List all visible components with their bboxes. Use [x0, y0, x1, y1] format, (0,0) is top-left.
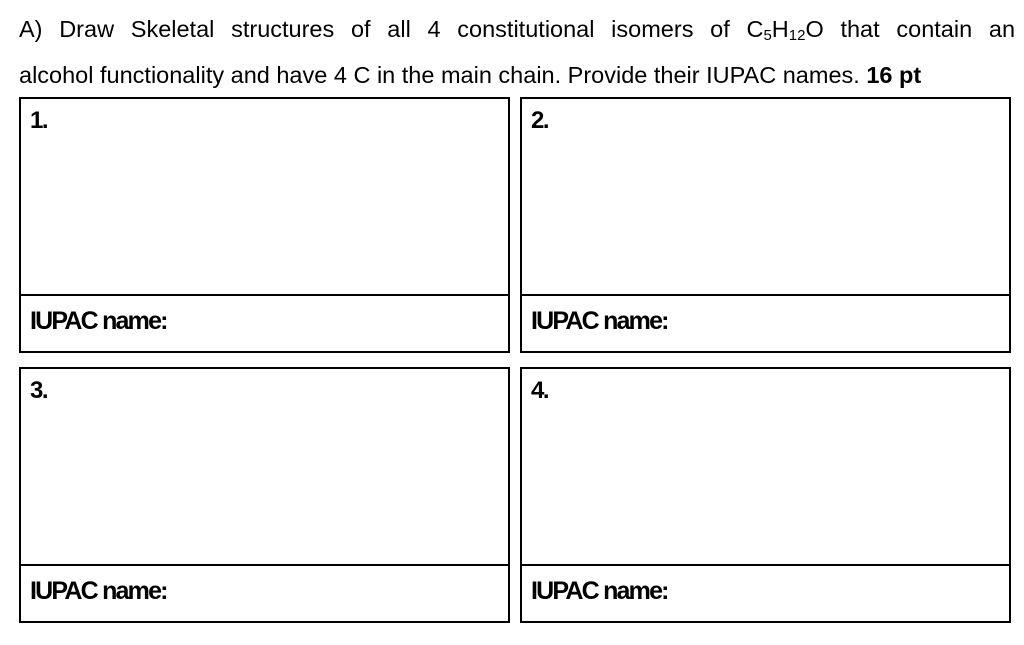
iupac-name-field[interactable] [21, 294, 508, 351]
answer-box-number: 1. [30, 107, 48, 134]
formula-hydrogen-subscript: 12 [788, 27, 806, 44]
iupac-name-field[interactable] [21, 564, 508, 621]
answer-box-2[interactable] [520, 97, 1011, 353]
question-line-1 [19, 6, 1015, 52]
answer-box-3[interactable] [19, 367, 510, 623]
answer-box-1[interactable] [19, 97, 510, 353]
question-line-1-suffix: O that contain an [805, 16, 1016, 42]
answer-box-number: 4. [531, 377, 549, 404]
question-text [19, 6, 1015, 98]
answer-box-4[interactable] [520, 367, 1011, 623]
answer-box-number: 2. [531, 107, 549, 134]
question-line-2-text: alcohol functionality and have 4 C in the main chain. Provide their IUPAC names. [19, 62, 860, 88]
question-line-2 [19, 52, 1015, 98]
points-value: 16 pt [866, 62, 922, 88]
iupac-name-field[interactable] [522, 564, 1009, 621]
formula-carbon-subscript: 5 [763, 27, 772, 44]
iupac-name-label: IUPAC name: [531, 307, 668, 335]
iupac-name-field[interactable] [522, 294, 1009, 351]
answer-box-number: 3. [30, 377, 48, 404]
question-line-1-prefix: A) Draw Skeletal structures of all 4 constitutional isomers of C [19, 16, 764, 42]
formula-hydrogen: H [771, 16, 789, 42]
iupac-name-label: IUPAC name: [30, 307, 167, 335]
iupac-name-label: IUPAC name: [30, 577, 167, 605]
iupac-name-label: IUPAC name: [531, 577, 668, 605]
